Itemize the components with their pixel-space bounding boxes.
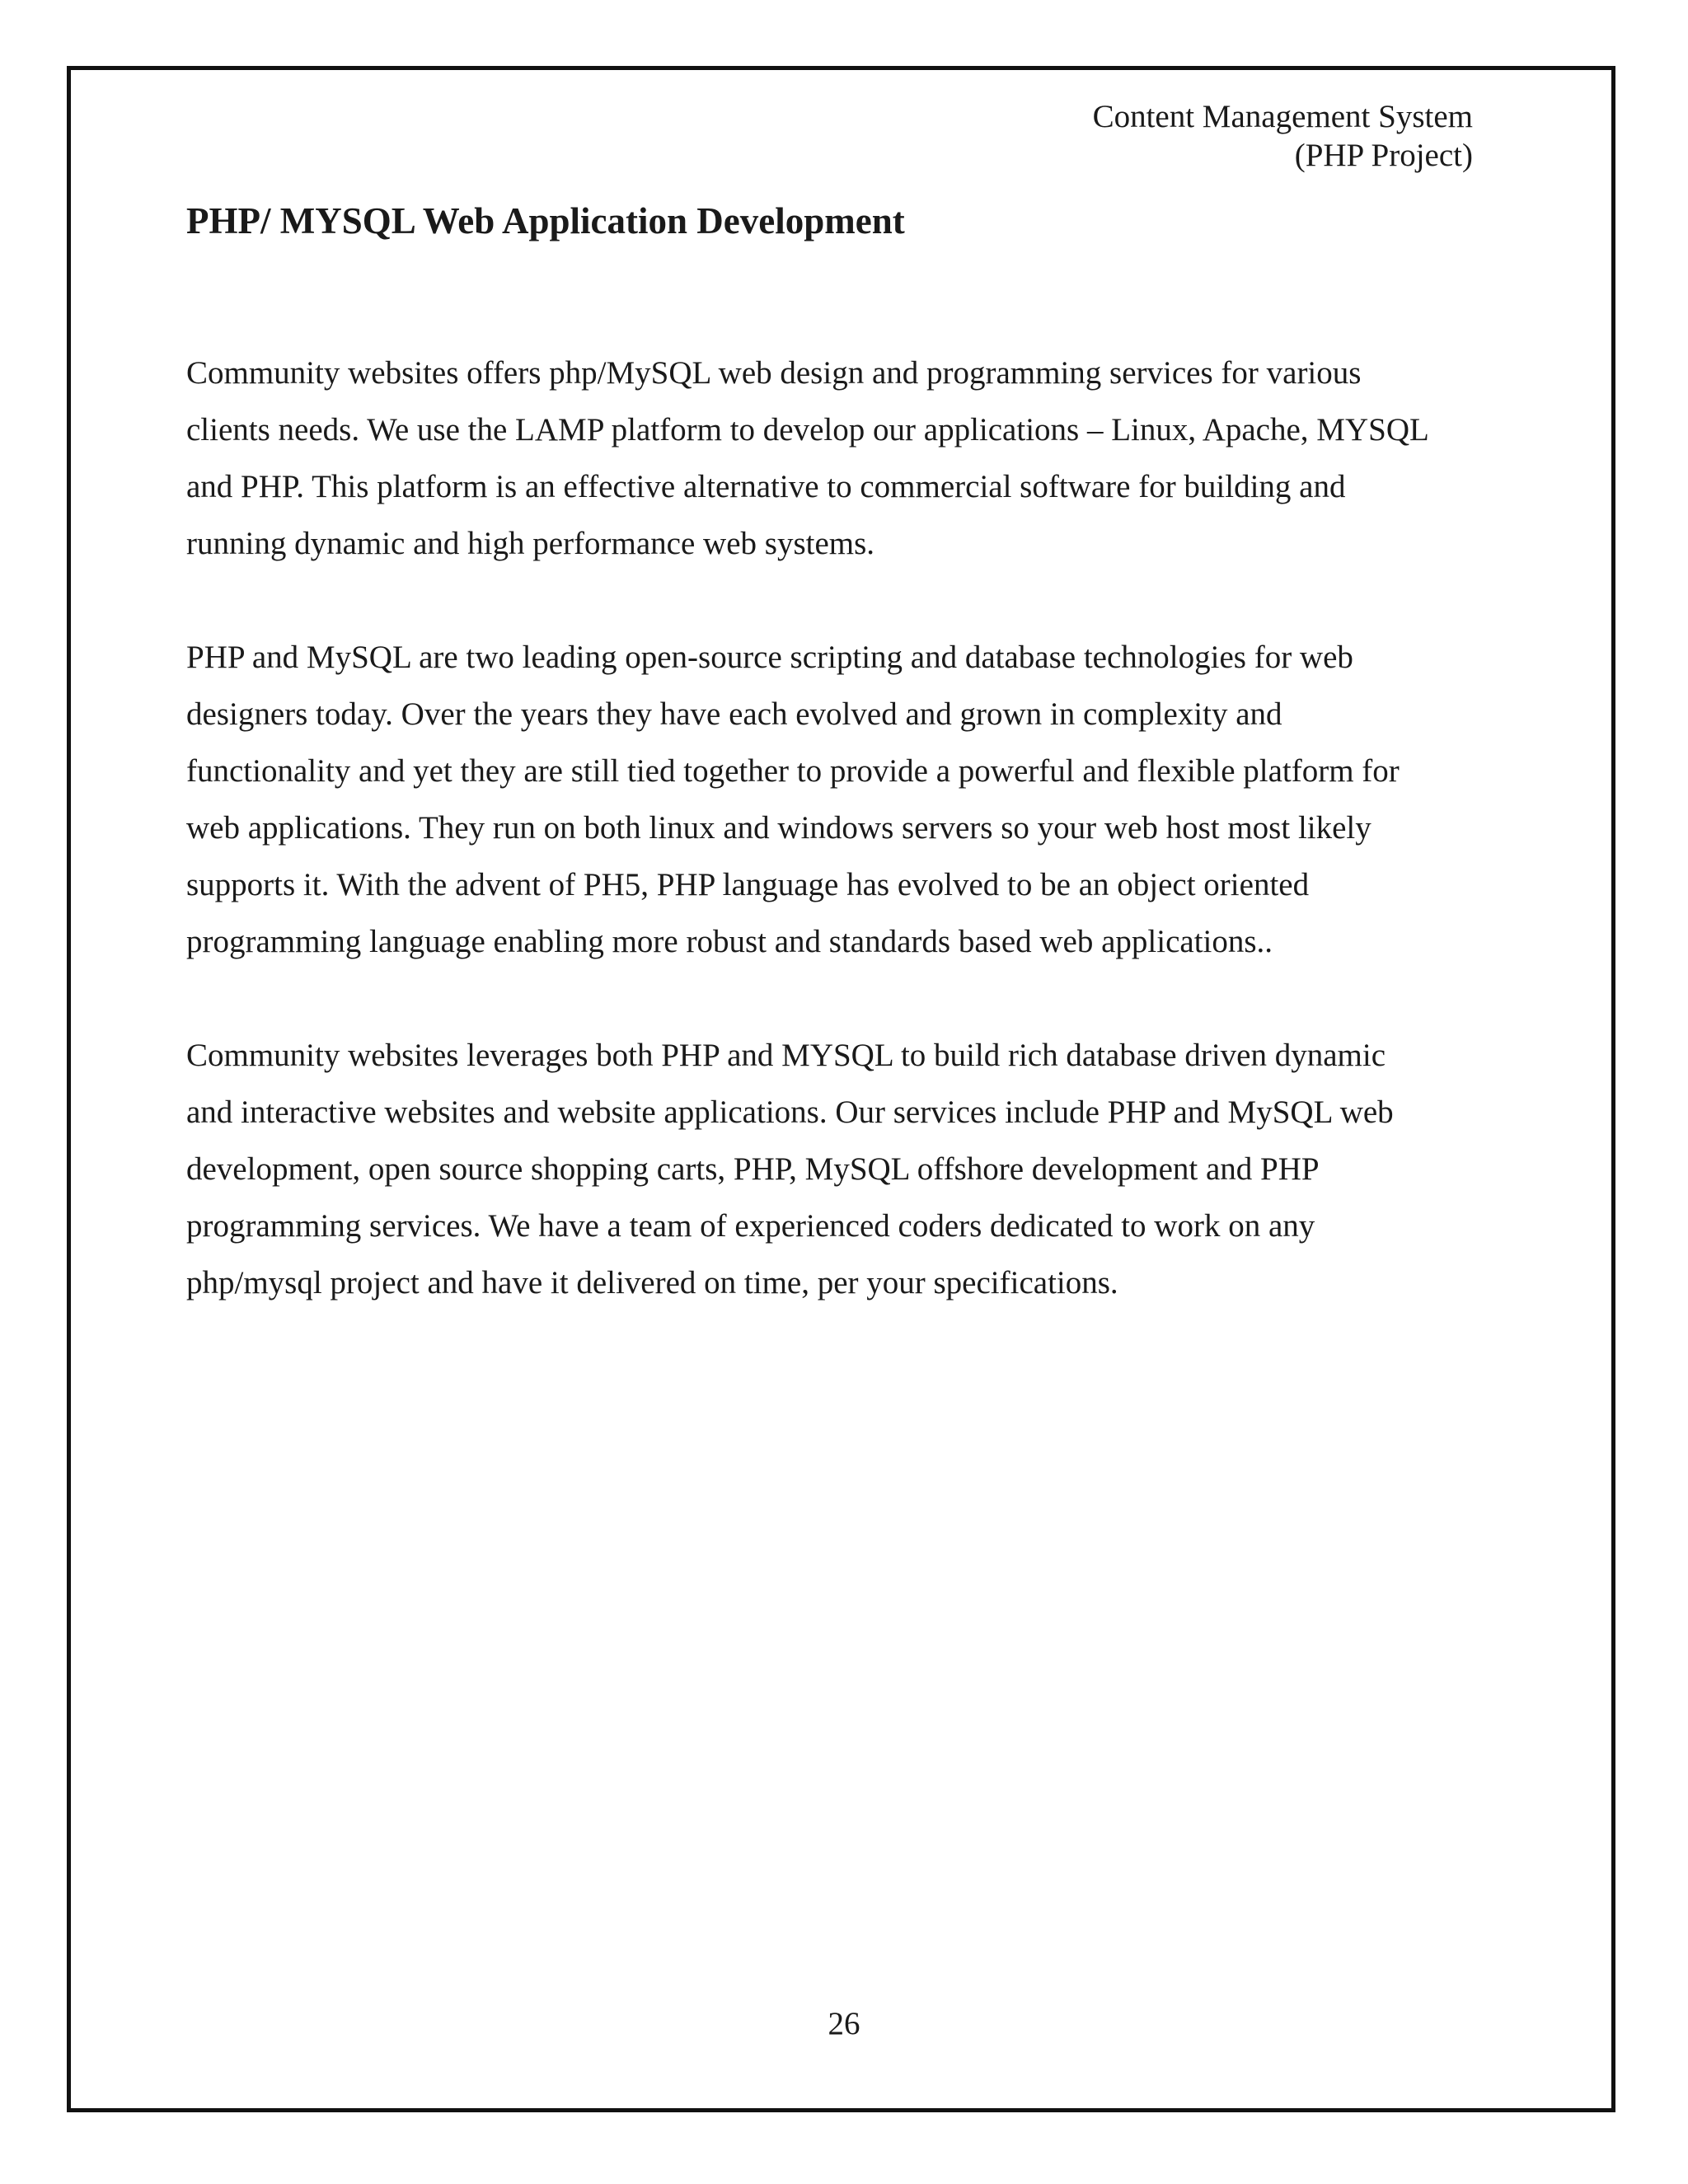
text-line: web applications. They run on both linux and windows servers so your web host most likely	[186, 810, 1372, 846]
paragraph-php-mysql	[186, 629, 1522, 970]
text-line: and PHP. This platform is an effective alternative to commercial software for building and	[186, 469, 1346, 504]
text-line: programming language enabling more robust and standards based web applications..	[186, 924, 1273, 959]
text-line: php/mysql project and have it delivered on time, per your specifications.	[186, 1265, 1118, 1301]
text-line: Community websites offers php/MySQL web design and programming services for various	[186, 355, 1362, 391]
text-line: designers today. Over the years they have each evolved and grown in complexity and	[186, 696, 1282, 732]
paragraph-lamp-platform	[186, 344, 1522, 572]
text-line: and interactive websites and website applications. Our services include PHP and MySQL web	[186, 1094, 1394, 1130]
header-title: Content Management System	[1092, 99, 1473, 134]
text-line: supports it. With the advent of PH5, PHP language has evolved to be an object oriented	[186, 867, 1310, 902]
section-heading: PHP/ MYSQL Web Application Development	[186, 200, 905, 241]
page-number: 26	[828, 2006, 860, 2041]
text-line: running dynamic and high performance web systems.	[186, 526, 875, 561]
text-line: PHP and MySQL are two leading open-source scripting and database technologies for web	[186, 640, 1353, 675]
text-line: clients needs. We use the LAMP platform to develop our applications – Linux, Apache, MYSQL	[186, 412, 1429, 448]
text-line: programming services. We have a team of experienced coders dedicated to work on any	[186, 1208, 1315, 1244]
text-line: Community websites leverages both PHP and MYSQL to build rich database driven dynamic	[186, 1038, 1386, 1073]
text-line: development, open source shopping carts, PHP, MySQL offshore development and PHP	[186, 1151, 1320, 1187]
header-subtitle: (PHP Project)	[1294, 138, 1473, 173]
text-line: functionality and yet they are still tied together to provide a powerful and flexible platform for	[186, 753, 1400, 789]
running-header	[1093, 97, 1473, 175]
body-text	[186, 344, 1522, 1368]
paragraph-services	[186, 1027, 1522, 1311]
